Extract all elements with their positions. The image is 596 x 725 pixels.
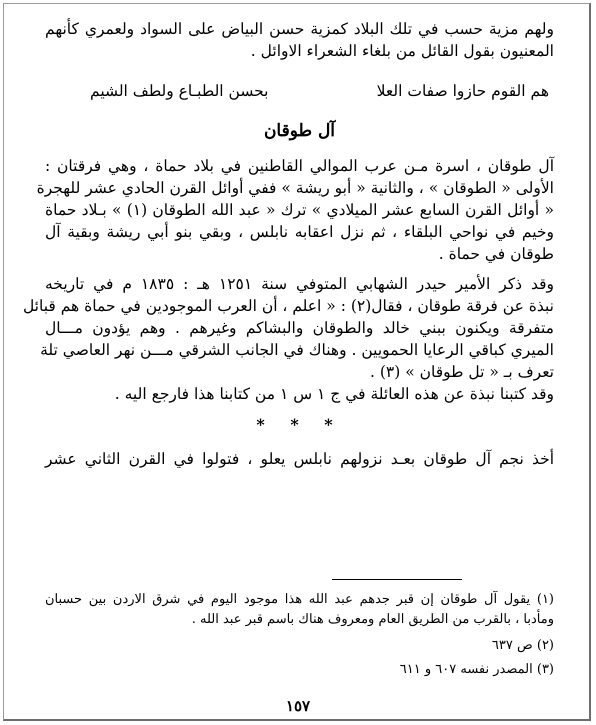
section-title: آل طوقان [263,121,336,141]
footnote-1-line-1: (١) يقول آل طوقان إن قبر جدهم عبد الله هذا موجود اليوم في شرق الاردن بين حسبان [45,592,554,607]
text-line: وقد ذكر الأمير حيدر الشهابي المتوفي سنة ١٢٥١ هـ : ١٨٣٥ م في تاريخه [45,275,554,293]
verse-first-hemistich: هم القوم حازوا صفات العلا [376,82,549,100]
text-line: متفرقة ويكنون ببني خالد والطوقان والبشاكم وغيرهم . وهم يؤدون مـــال [45,319,554,337]
paragraph-3 [45,383,554,405]
intro-line-1: ولهم مزية حسب في تلك البلاد كمزية حسن البياض على السواد ولعمري كأنهم [45,20,554,38]
paragraph-2 [22,273,554,383]
footnote-2: (٢) ص ٦٣٧ [491,638,554,653]
text-line: وقد كتبنا نبذة عن هذه العائلة في ج ١ س ١ من كتابنا هذا فارجع اليه . [114,385,554,403]
footnote-3: (٣) المصدر نفسه ٦٠٧ و ٦١١ [399,662,554,677]
footnotes [45,590,554,680]
text-line: أخذ نجم آل طوقان بعـد نزولهم نابلس يعلو ، فتولوا في القرن الثاني عشر [45,450,554,468]
poem-verse [45,80,554,102]
text-line: « أوائل القرن السابع عشر الميلادي » ترك « عبد الله الطوقان (١) » بـلاد حماة [45,201,554,219]
intro-line-2: المعنيون بقول القائل من بلغاء الشعراء الاوائل . [250,42,554,60]
page-body [22,18,554,470]
text-line: تعرف بـ « تل طوقان » (٣) . [370,363,554,381]
text-line: آل طوقان ، اسرة مـن عرب الموالي القاطنين في بلاد حماة ، وهي فرقتان : [45,157,554,175]
paragraph-4 [45,448,554,470]
footnote-divider [332,579,462,580]
page-number: ١٥٧ [285,697,311,715]
section-separator: * * * [256,415,343,434]
text-line: وخيم في نواحي البلقاء ، ثم نزل اعقابه نابلس ، وبقي بنو أبي ريشة وبقية آل [45,223,554,241]
verse-second-hemistich: بحسن الطبـاع ولطف الشيم [90,82,269,100]
text-line: نبذة عن فرقة طوقان ، فقال(٢) : « اعلم ، أن العرب الموجودين في حماة هم قبائل [22,297,554,315]
paragraph-1 [36,155,554,265]
footnote-1-line-2: ومأدبا ، بالقرب من الطريق العام ومعروف هناك باسم قبر عبد الله . [191,612,554,627]
text-line: الميري كباقي الرعايا الحمويين . وهناك في الجانب الشرقي مـــن نهر العاصي تلة [40,341,554,359]
text-line: الأولى « الطوقان » ، والثانية « أبو ريشة » ففي أوائل القرن الحادي عشر للهجرة [36,179,554,197]
text-line: طوقان في حماة . [438,245,554,263]
